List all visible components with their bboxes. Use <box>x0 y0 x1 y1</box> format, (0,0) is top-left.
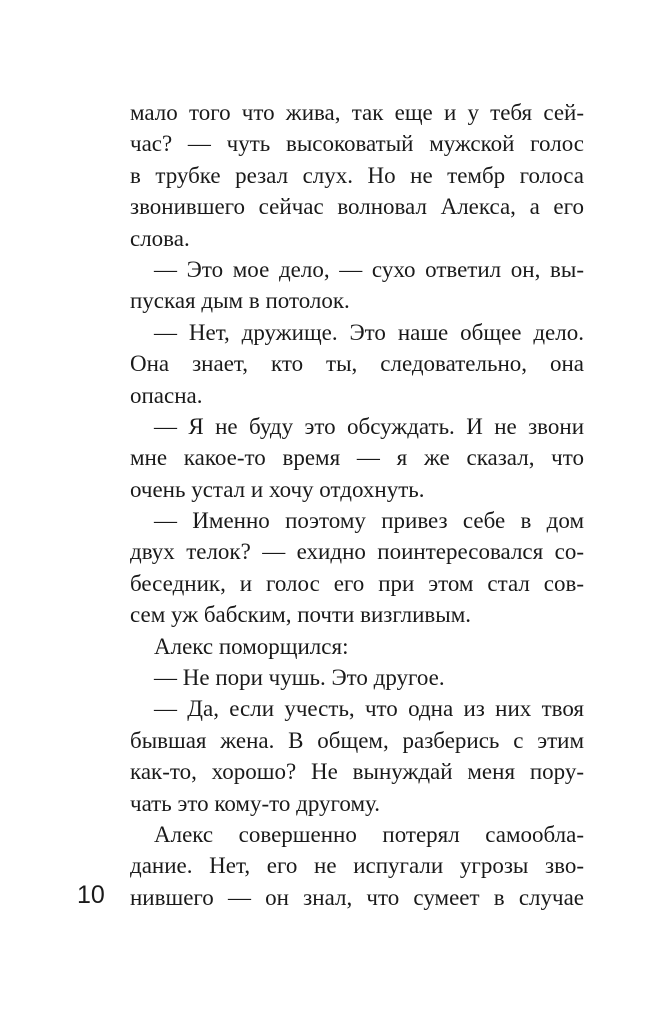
text-line: мне какое-то время — я же сказал, что <box>130 445 584 471</box>
text-line: опасна. <box>130 382 203 408</box>
page-number: 10 <box>77 881 105 909</box>
text-line: — Да, если учесть, что одна из них твоя <box>154 696 584 722</box>
text-line: Алекс поморщился: <box>154 633 349 659</box>
text-line: дание. Нет, его не испугали угрозы зво- <box>130 853 584 879</box>
text-line: Она знает, кто ты, следовательно, она <box>130 351 584 377</box>
text-line: час? — чуть высоковатый мужской голос <box>130 131 584 157</box>
text-line: бывшая жена. В общем, разберись с этим <box>130 727 584 753</box>
text-line: мало того что жива, так еще и у тебя сей- <box>130 100 584 125</box>
text-line: Алекс совершенно потерял самообла- <box>154 821 584 847</box>
text-line: двух телок? — ехидно поинтересовался со- <box>130 539 584 565</box>
text-line: слова. <box>130 225 190 251</box>
body-text <box>130 97 584 913</box>
text-line: — Именно поэтому привез себе в дом <box>154 508 584 534</box>
text-line: — Нет, дружище. Это наше общее дело. <box>154 319 584 345</box>
text-line: как-то, хорошо? Не вынуждай меня пору- <box>130 759 584 785</box>
text-line: — Не пори чушь. Это другое. <box>154 665 445 691</box>
text-line: очень устал и хочу отдохнуть. <box>130 476 425 502</box>
text-line: беседник, и голос его при этом стал сов- <box>130 570 584 596</box>
text-line: — Это мое дело, — сухо ответил он, вы- <box>154 256 584 282</box>
text-line: — Я не буду это обсуждать. И не звони <box>154 413 584 439</box>
text-line: звонившего сейчас волновал Алекса, а его <box>130 194 584 220</box>
text-line: пуская дым в потолок. <box>130 288 350 314</box>
text-line: чать это кому-то другому. <box>130 790 380 816</box>
text-line: сем уж бабским, почти визгливым. <box>130 602 472 628</box>
text-line: в трубке резал слух. Но не тембр голоса <box>130 162 584 188</box>
text-line: нившего — он знал, что сумеет в случае <box>130 884 584 910</box>
